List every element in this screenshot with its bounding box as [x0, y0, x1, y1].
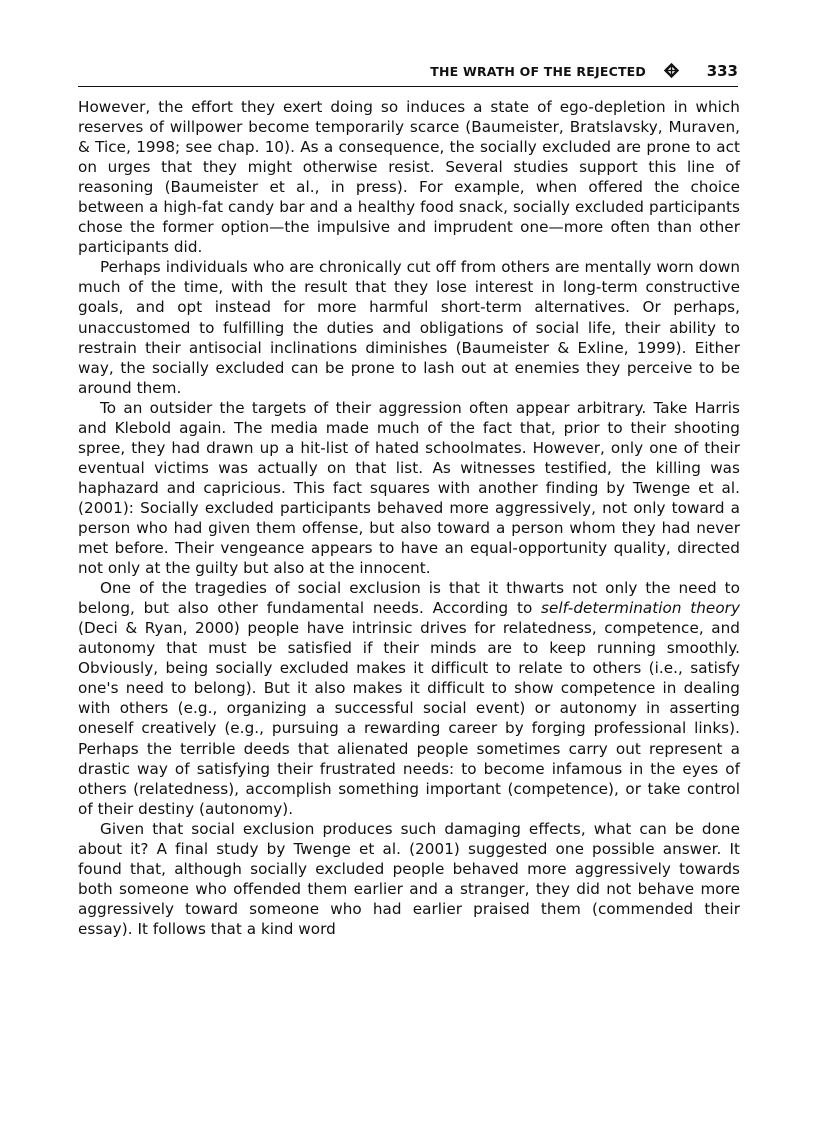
- running-head: [78, 60, 738, 87]
- body-text: [78, 97, 740, 939]
- paragraph: [78, 578, 740, 819]
- paragraph-text: (Deci & Ryan, 2000) people have intrinsic drives for relatedness, competence, and autonomy that must be satisfied if their minds are to keep running smoothly. Obviously, being socially excluded makes it difficult to relate to others (i.e., satisfy one's need to belong). But it also makes it difficult to show competence in dealing with others (e.g., organizing a successful social event) or autonomy in asserting oneself creatively (e.g., pursuing a rewarding career by forging professional links). Perhaps the terrible deeds that alienated people sometimes carry out represent a drastic way of satisfying their frustrated needs: to become infamous in the eyes of others (relatedness), accomplish something important (competence), or take control of their destiny (autonomy).: [78, 619, 740, 818]
- page-number: 333: [706, 62, 738, 80]
- diamond-ornament-icon: [663, 62, 680, 79]
- paragraph: To an outsider the targets of their aggression often appear arbitrary. Take Harris and Klebold again. The media made much of the fact that, prior to their shooting spree, they had drawn up a hit-list of hated schoolmates. However, only one of their eventual victims was actually on that list. As witnesses testified, the killing was haphazard and capricious. This fact squares with another finding by Twenge et al. (2001): Socially excluded participants behaved more aggressively, not only toward a person who had given them offense, but also toward a person whom they had never met before. Their vengeance appears to have an equal-opportunity quality, directed not only at the guilty but also at the innocent.: [78, 398, 740, 578]
- paragraph: However, the effort they exert doing so induces a state of ego-depletion in which reserves of willpower become temporarily scarce (Baumeister, Bratslavsky, Muraven, & Tice, 1998; see chap. 10). As a consequence, the socially excluded are prone to act on urges that they might otherwise resist. Several studies support this line of reasoning (Baumeister et al., in press). For example, when offered the choice between a high-fat candy bar and a healthy food snack, socially excluded participants chose the former option—the impulsive and imprudent one—more often than other participants did.: [78, 98, 740, 257]
- running-title: THE WRATH OF THE REJECTED: [430, 64, 646, 79]
- paragraph: Perhaps individuals who are chronically cut off from others are mentally worn down much of the time, with the result that they lose interest in long-term constructive goals, and opt instead for more harmful short-term alternatives. Or perhaps, unaccustomed to fulfilling the duties and obligations of social life, their ability to restrain their antisocial inclinations diminishes (Baumeister & Exline, 1999). Either way, the socially excluded can be prone to lash out at enemies they perceive to be around them.: [78, 258, 740, 397]
- paragraph: Given that social exclusion produces such damaging effects, what can be done about it? A final study by Twenge et al. (2001) suggested one possible answer. It found that, although socially excluded people behaved more aggressively towards both someone who offended them earlier and a stranger, they did not behave more aggressively toward someone who had earlier praised them (commended their essay). It follows that a kind word: [78, 819, 740, 938]
- paragraph-text: One of the tragedies of social exclusion is that it thwarts not only the need to belong, but also other fundamental needs. According to: [78, 579, 740, 618]
- italic-term: self-determination theory: [541, 599, 740, 618]
